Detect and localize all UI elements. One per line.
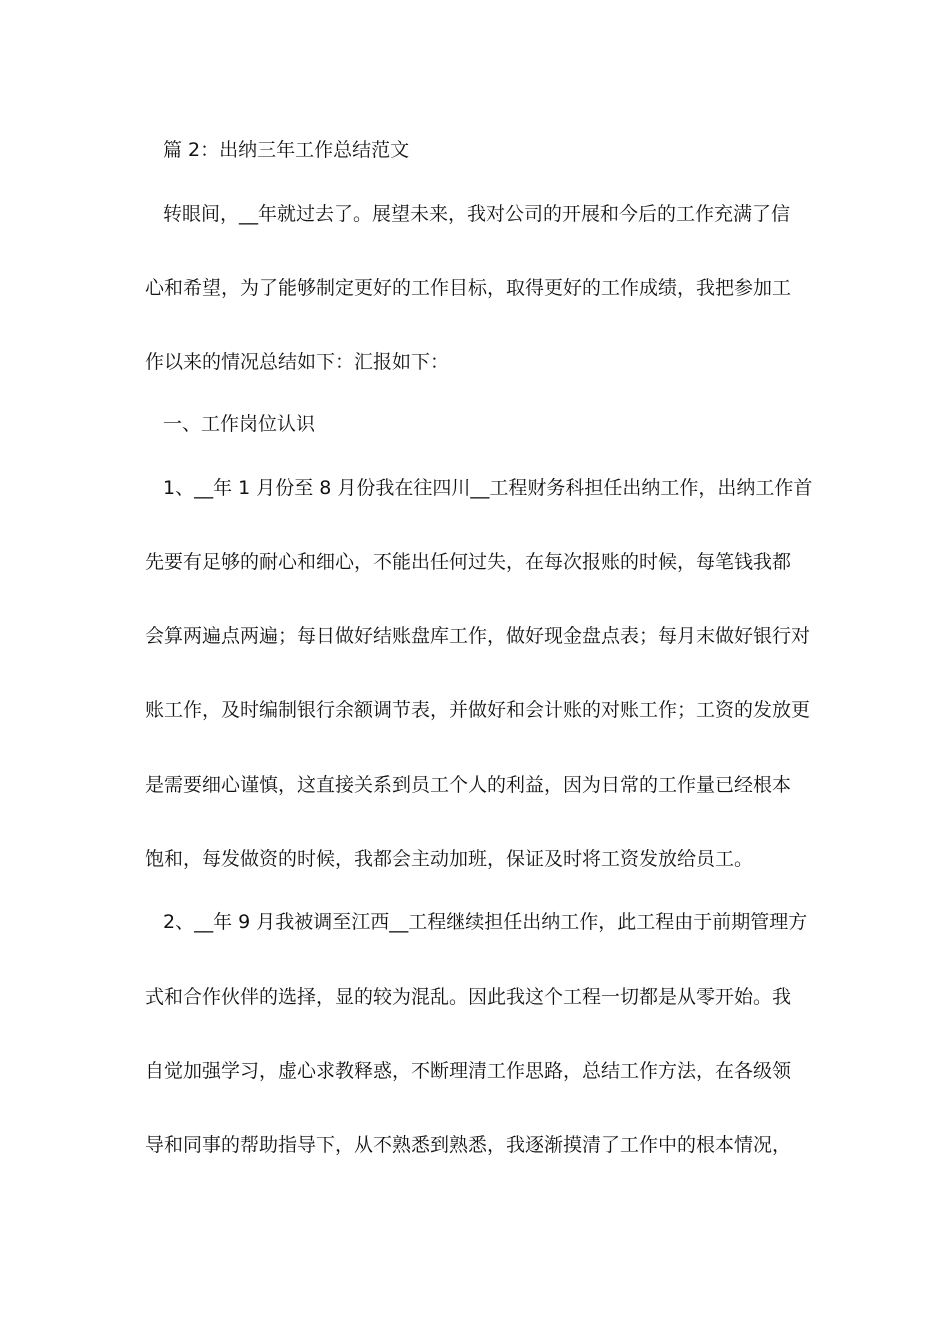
paragraph-line: 先要有足够的耐心和细心，不能出任何过失，在每次报账的时候，每笔钱我都: [145, 551, 792, 573]
paragraph-line: 作以来的情况总结如下：汇报如下：: [145, 351, 450, 373]
paragraph-line: 2、__年 9 月我被调至江西__工程继续担任出纳工作，此工程由于前期管理方: [163, 911, 808, 933]
paragraph-line: 转眼间，__年就过去了。展望未来，我对公司的开展和今后的工作充满了信: [163, 203, 791, 225]
paragraph-line: 会算两遍点两遍；每日做好结账盘库工作，做好现金盘点表；每月末做好银行对: [145, 625, 811, 647]
section-heading: 篇 2：出纳三年工作总结范文: [163, 139, 410, 161]
subsection-heading: 一、工作岗位认识: [163, 413, 316, 435]
paragraph-line: 心和希望，为了能够制定更好的工作目标，取得更好的工作成绩，我把参加工: [145, 277, 792, 299]
paragraph-line: 账工作，及时编制银行余额调节表，并做好和会计账的对账工作；工资的发放更: [145, 699, 811, 721]
paragraph-line: 饱和，每发做资的时候，我都会主动加班，保证及时将工资发放给员工。: [145, 848, 754, 870]
paragraph-line: 1、__年 1 月份至 8 月份我在往四川__工程财务科担任出纳工作，出纳工作首: [163, 477, 813, 499]
paragraph-line: 自觉加强学习，虚心求教释惑，不断理清工作思路，总结工作方法，在各级领: [145, 1060, 792, 1082]
paragraph-line: 导和同事的帮助指导下，从不熟悉到熟悉，我逐渐摸清了工作中的根本情况，: [145, 1134, 792, 1156]
paragraph-line: 是需要细心谨慎，这直接关系到员工个人的利益，因为日常的工作量已经根本: [145, 774, 792, 796]
paragraph-line: 式和合作伙伴的选择，显的较为混乱。因此我这个工程一切都是从零开始。我: [145, 986, 792, 1008]
